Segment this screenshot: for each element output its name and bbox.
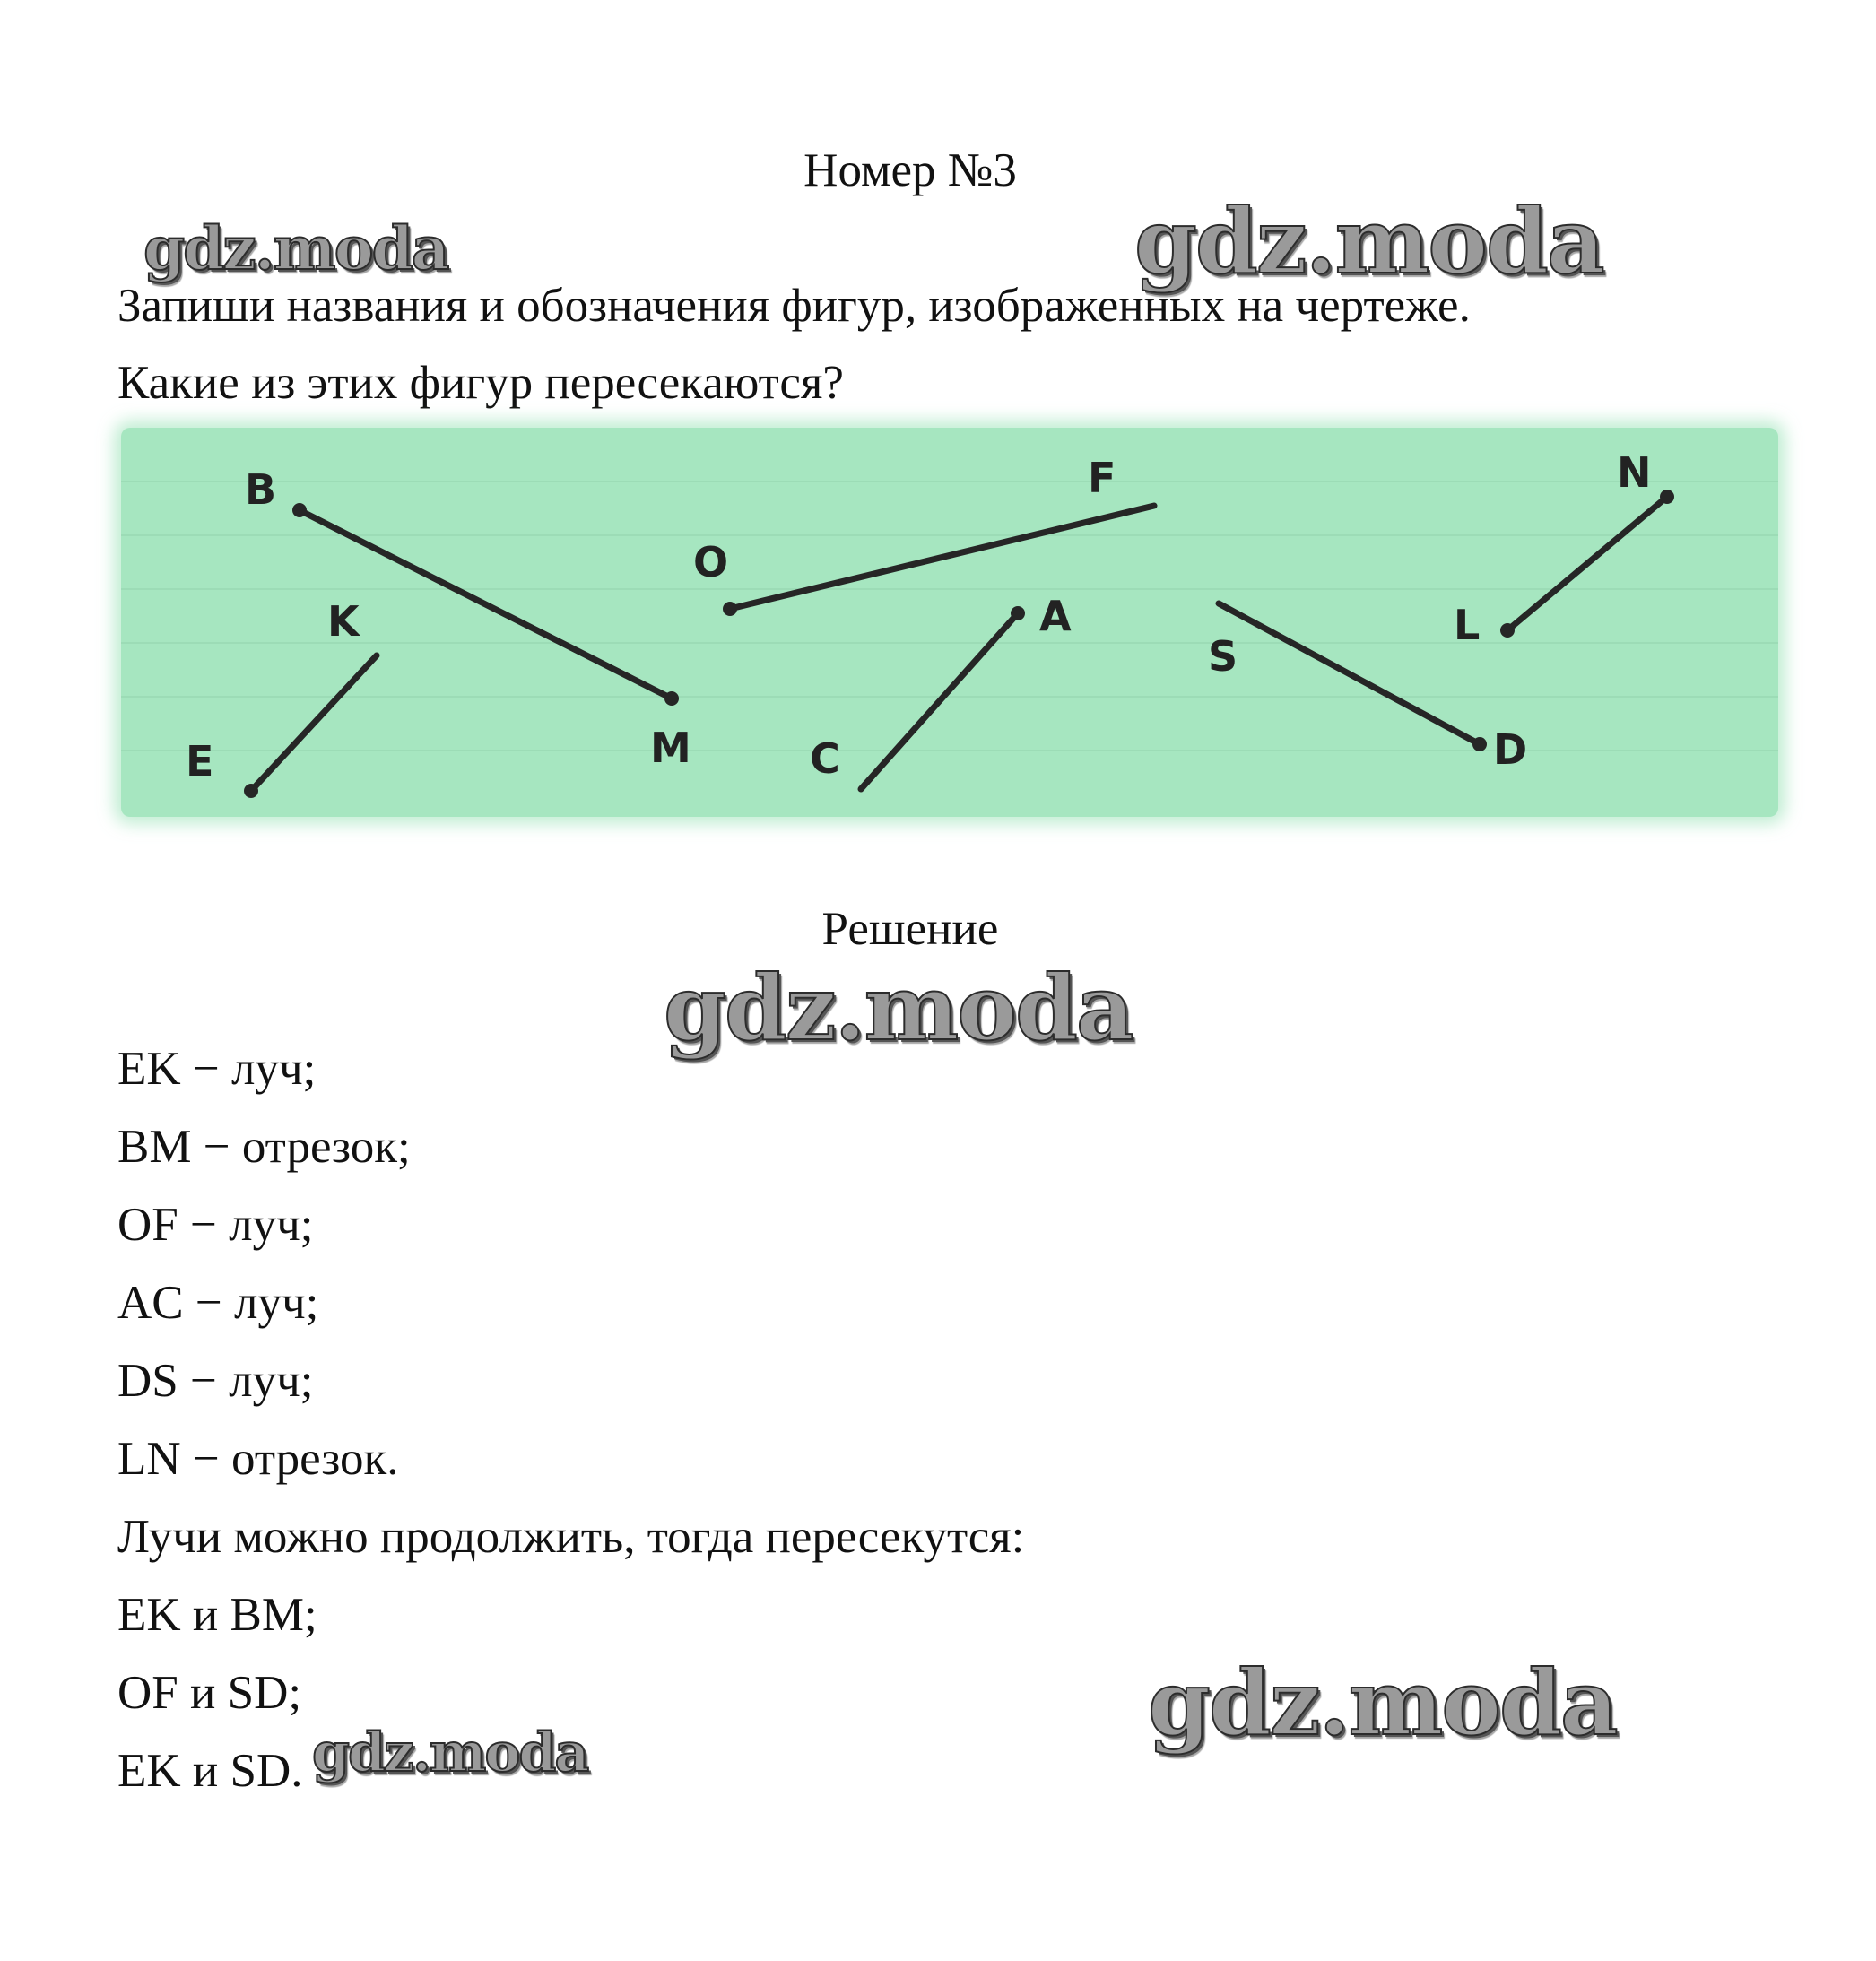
answer-line-8: EK и BM; xyxy=(117,1589,317,1641)
answer-line-4: AC − луч; xyxy=(117,1277,319,1329)
point-n xyxy=(1660,490,1674,504)
ray-of xyxy=(730,506,1154,609)
label-s: S xyxy=(1208,632,1238,681)
segment-ln xyxy=(1507,497,1667,630)
ray-ds xyxy=(1219,603,1480,744)
label-c: C xyxy=(810,734,840,783)
watermark-center: gdz.moda xyxy=(664,955,1133,1061)
label-d: D xyxy=(1493,725,1528,774)
label-e: E xyxy=(186,737,214,785)
label-k: K xyxy=(327,597,360,646)
ray-ek xyxy=(251,655,377,791)
point-a xyxy=(1011,606,1025,620)
answer-line-3: OF − луч; xyxy=(117,1199,314,1251)
answer-line-7: Лучи можно продолжить, тогда пересекутся: xyxy=(117,1511,1025,1563)
answer-line-6: LN − отрезок. xyxy=(117,1433,399,1485)
label-n: N xyxy=(1617,448,1652,497)
answer-line-5: DS − луч; xyxy=(117,1355,314,1407)
watermark-bottom-right: gdz.moda xyxy=(1148,1650,1617,1756)
label-a: A xyxy=(1039,592,1072,640)
label-l: L xyxy=(1454,601,1481,649)
answer-line-1: EK − луч; xyxy=(117,1043,317,1095)
answer-line-9: OF и SD; xyxy=(117,1667,302,1719)
label-m: M xyxy=(650,724,691,772)
point-b xyxy=(292,503,307,517)
label-o: O xyxy=(693,538,729,586)
figure-drawing xyxy=(121,428,1778,817)
watermark-bottom-left: gdz.moda xyxy=(312,1722,588,1784)
point-l xyxy=(1500,623,1515,638)
point-o xyxy=(723,602,737,616)
answer-line-2: BM − отрезок; xyxy=(117,1121,411,1173)
point-d xyxy=(1472,737,1487,751)
page-title: Номер №3 xyxy=(803,144,1017,196)
geometry-figure xyxy=(121,428,1778,817)
ray-ac xyxy=(861,613,1018,789)
label-b: B xyxy=(245,465,277,514)
watermark-top-right: gdz.moda xyxy=(1134,188,1603,294)
answer-line-10: EK и SD. xyxy=(117,1745,303,1797)
point-e xyxy=(244,784,258,798)
label-f: F xyxy=(1088,454,1116,502)
watermark-top-left: gdz.moda xyxy=(143,213,448,283)
solution-title: Решение xyxy=(821,903,999,955)
task-line-2: Какие из этих фигур пересекаются? xyxy=(117,357,844,409)
task-line-1: Запиши названия и обозначения фигур, изображенных на чертеже. xyxy=(117,280,1471,332)
point-m xyxy=(664,691,679,706)
